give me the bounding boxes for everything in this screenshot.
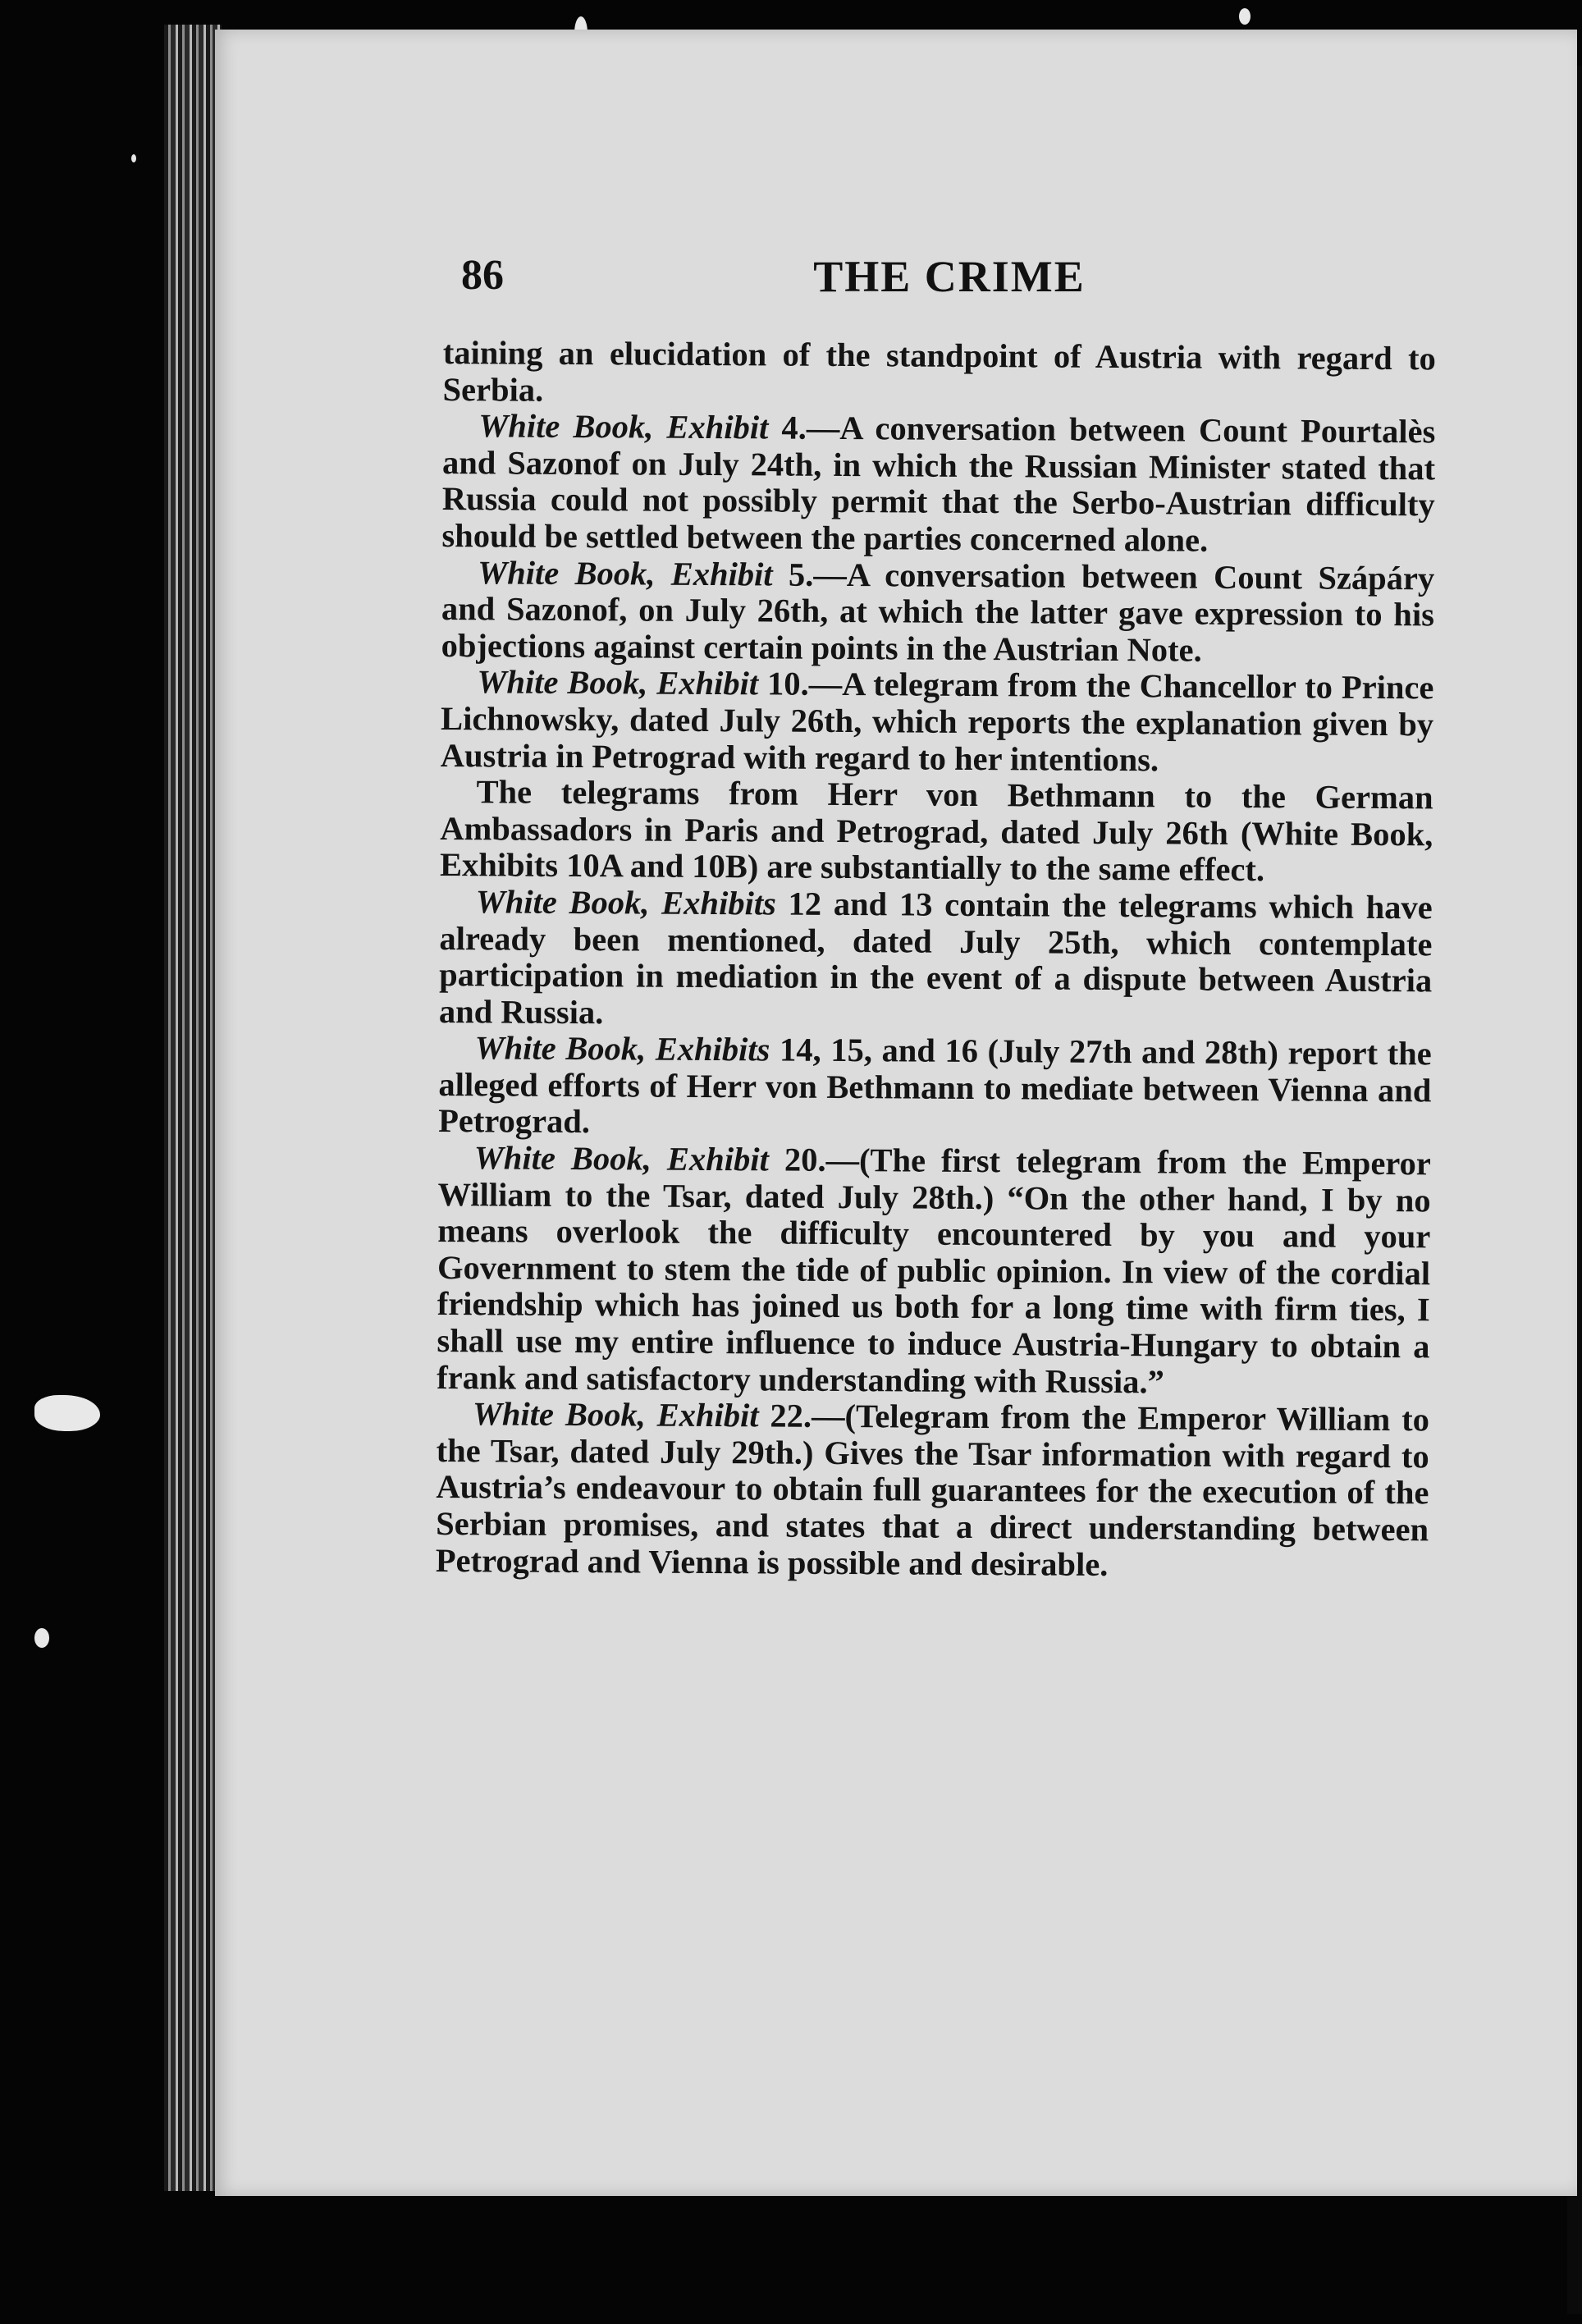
- exhibit-reference: White Book, Exhibit: [478, 407, 769, 446]
- page-edge-stack: [164, 25, 222, 2191]
- paragraph: White Book, Exhibit 20.—(The first telegram from the Emperor William to the Tsar, dated July 28th.) “On the other hand, I by no means overlook the difficulty encountered by you and your Government to stem the tide of public opinion. In view of the cordial friendship which has joined us both for a long time with firm ties, I shall use my entire influence to induce Austria-Hungary to obtain a frank and satisfactory understanding with Russia.”: [437, 1139, 1431, 1401]
- exhibit-reference: White Book, Exhibits: [474, 1029, 770, 1068]
- paragraph: White Book, Exhibit 4.—A conversation between Count Pourtalès and Sazonof on July 24th, in which the Russian Minister stated that Russia could not possibly permit that the Serbo-Austrian difficulty should be settled between the parties concerned alone.: [441, 407, 1436, 559]
- dust-speck: [34, 1628, 49, 1648]
- exhibit-reference: White Book, Exhibit: [473, 1139, 769, 1178]
- paragraph: White Book, Exhibits 14, 15, and 16 (July 27th and 28th) report the alleged efforts of Herr von Bethmann to mediate between Vienna and Petrograd.: [438, 1029, 1432, 1141]
- page-number: 86: [461, 252, 504, 299]
- body-text: [436, 335, 1436, 1585]
- paragraph: White Book, Exhibit 22.—(Telegram from the Emperor William to the Tsar, dated July 29th.) Gives the Tsar information with regard to Austria’s endeavour to obtain full guarantees for the execution of the Serbian promises, and states that a direct understanding between Petrograd and Vienna is possible and desirable.: [435, 1395, 1430, 1583]
- paragraph: White Book, Exhibits 12 and 13 contain the telegrams which have already been mentioned, dated July 25th, which contemplate participation in mediation in the event of a dispute between Austria and Russia.: [438, 883, 1433, 1031]
- dust-speck: [131, 154, 136, 162]
- exhibit-reference: White Book, Exhibits: [475, 883, 776, 922]
- dust-speck: [1239, 8, 1251, 25]
- dust-speck: [34, 1395, 100, 1431]
- page-header: [461, 251, 1438, 317]
- paragraph: White Book, Exhibit 10.—A telegram from the Chancellor to Prince Lichnowsky, dated July 26th, which reports the explanation given by Austria in Petrograd with regard to her intentions.: [440, 663, 1434, 778]
- running-title: THE CRIME: [813, 252, 1086, 301]
- exhibit-reference: White Book, Exhibit: [472, 1395, 759, 1434]
- paragraph: taining an elucidation of the standpoint of Austria with regard to Serbia.: [442, 334, 1436, 409]
- paragraph: White Book, Exhibit 5.—A conversation between Count Szápáry and Sazonof, on July 26th, at which the latter gave expression to his objections against certain points in the Austrian Note.: [441, 553, 1435, 669]
- exhibit-reference: White Book, Exhibit: [478, 553, 773, 593]
- exhibit-reference: White Book, Exhibit: [477, 663, 759, 702]
- paragraph: The telegrams from Herr von Bethmann to the German Ambassadors in Paris and Petrograd, dated July 26th (White Book, Exhibits 10A and 10B) are substantially to the same effect.: [439, 773, 1433, 889]
